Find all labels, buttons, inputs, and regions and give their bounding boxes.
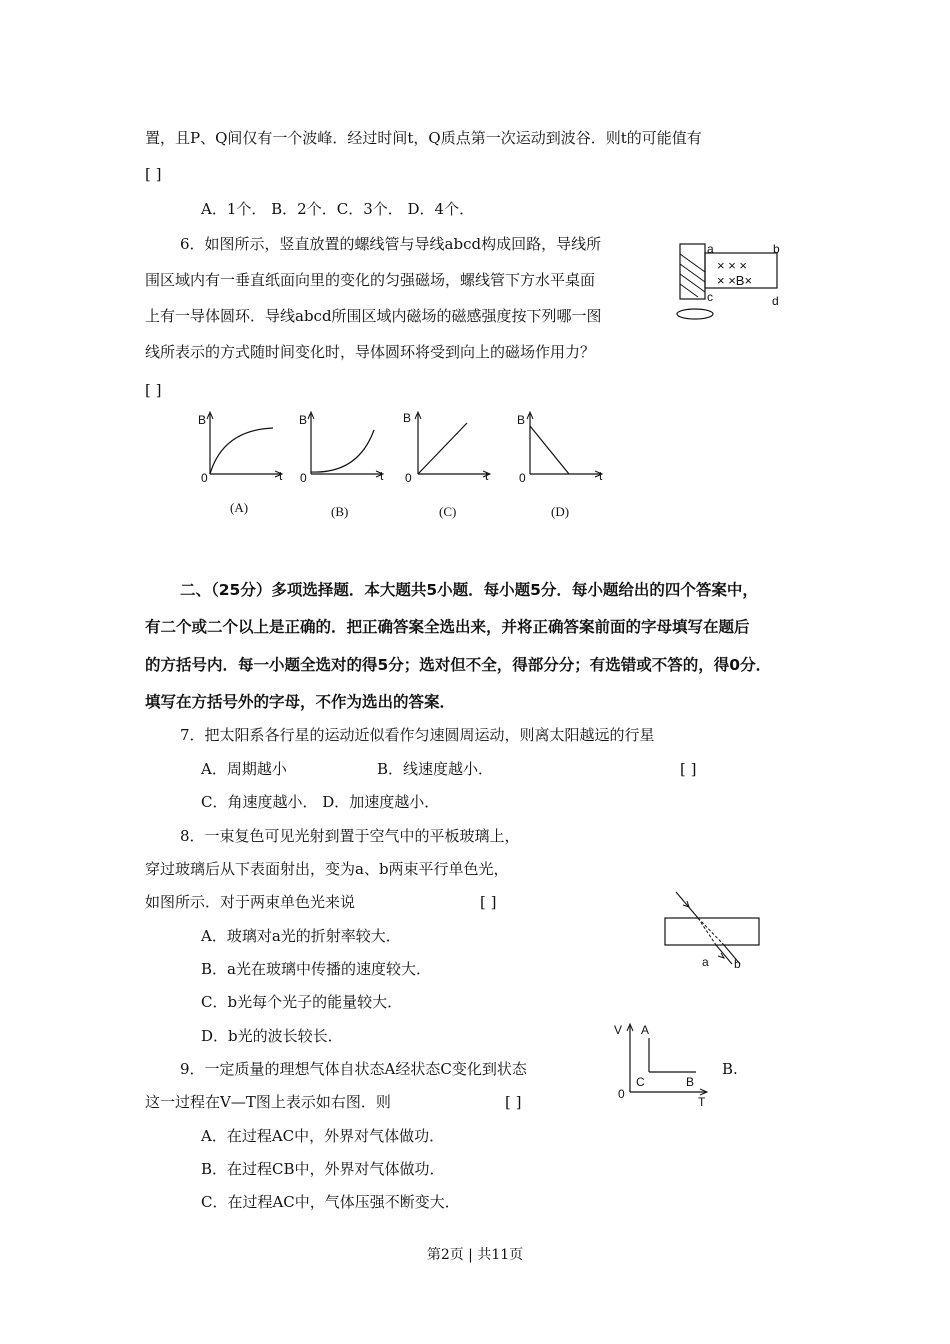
q9-option-b: B．在过程CB中，外界对气体做功． (201, 1160, 445, 1178)
q8-option-d: D．b光的波长较长． (201, 1027, 343, 1045)
graph-d-x-label: t (599, 469, 603, 483)
graph-c[interactable] (403, 406, 498, 518)
graph-c-origin: 0 (405, 471, 412, 485)
graph-a-y-label: B (198, 413, 207, 427)
corner-c-label: c (707, 290, 713, 304)
q8-stem-line-1: 8．一束复色可见光射到置于空气中的平板玻璃上， (180, 827, 520, 845)
graph-b-y-label: B (299, 413, 308, 427)
q8-stem-line-2: 穿过玻璃后从下表面射出，变为a、b两束平行单色光， (145, 860, 509, 878)
q8-option-c: C．b光每个光子的能量较大． (201, 993, 403, 1011)
q8-option-b: B．a光在玻璃中传播的速度较大． (201, 960, 431, 978)
q9-stem-tail: B. (722, 1060, 738, 1078)
graph-d-origin: 0 (519, 471, 526, 485)
q9-option-a: A．在过程AC中，外界对气体做功． (201, 1127, 445, 1145)
q9-stem-line-1: 9．一定质量的理想气体自状态A经状态C变化到状态 (180, 1060, 527, 1078)
corner-d-label: d (772, 294, 779, 308)
graph-d[interactable] (515, 408, 610, 518)
q6-stem-line-3: 上有一导体圆环．导线abcd所围区域内磁场的磁感强度按下列哪一图 (145, 307, 602, 325)
graph-c-caption: (C) (439, 504, 457, 519)
corner-a-label: a (707, 242, 714, 256)
vt-diagram-figure (612, 1018, 722, 1113)
graph-b-x-label: t (380, 469, 384, 483)
graph-a-x-label: t (279, 469, 283, 483)
q8-answer-bracket[interactable]: [ ] (480, 893, 497, 911)
section-2-line-4: 填写在方括号外的字母，不作为选出的答案． (145, 693, 456, 711)
q9-answer-bracket[interactable]: [ ] (505, 1093, 522, 1111)
graph-a-caption: (A) (230, 500, 249, 515)
graph-b-origin: 0 (300, 471, 307, 485)
graph-a-origin: 0 (201, 471, 208, 485)
q6-stem-line-4: 线所表示的方式随时间变化时，导体圆环将受到向上的磁场作用力？ (145, 343, 596, 361)
graph-c-y-label: B (403, 411, 412, 425)
q8-option-a: A．玻璃对a光的折射率较大． (201, 927, 401, 945)
graph-b-caption: (B) (331, 504, 349, 519)
q7-answer-bracket[interactable]: [ ] (680, 760, 697, 778)
corner-b-label: b (773, 242, 780, 256)
conducting-ring (677, 309, 713, 319)
glass-slab-figure (660, 888, 770, 978)
ray-a-label: a (702, 955, 709, 969)
q9-option-c: C．在过程AC中，气体压强不断变大． (201, 1193, 460, 1211)
t-axis-label: T (698, 1095, 706, 1109)
q7-option-b: B．线速度越小． (377, 760, 494, 778)
origin-label: 0 (618, 1087, 625, 1101)
q9-stem-line-2: 这一过程在V—T图上表示如右图．则 (145, 1093, 391, 1111)
q6-stem-line-1: 6．如图所示，竖直放置的螺线管与导线abcd构成回路，导线所 (180, 235, 602, 253)
section-2-line-2: 有二个或二个以上是正确的．把正确答案全选出来，并将正确答案前面的字母填写在题后 (145, 618, 750, 636)
graph-d-y-label: B (517, 413, 526, 427)
q8-stem-line-3: 如图所示．对于两束单色光来说 (145, 893, 356, 911)
graph-a[interactable] (195, 408, 290, 518)
section-2-line-1: 二、（25分）多项选择题．本大题共5小题．每小题5分．每小题给出的四个答案中， (180, 581, 758, 599)
v-axis-label: V (614, 1023, 623, 1037)
q5-text-line: 置，且P、Q间仅有一个波峰．经过时间t，Q质点第一次运动到波谷．则t的可能值有 (145, 129, 702, 147)
ray-b-label: b (734, 957, 741, 971)
incident-ray (676, 892, 698, 918)
q5-answer-bracket[interactable]: [ ] (145, 165, 162, 183)
graph-c-x-label: t (485, 469, 489, 483)
glass-slab (665, 918, 759, 945)
ray-a-line (716, 945, 732, 964)
section-2-line-3: 的方括号内．每一小题全选对的得5分；选对但不全，得部分分；有选错或不答的，得0分． (145, 656, 772, 674)
page-footer: 第2页 | 共11页 (426, 1247, 524, 1263)
field-row-2: × ×B× (717, 273, 753, 288)
graph-b[interactable] (296, 408, 391, 518)
q6-answer-bracket[interactable]: [ ] (145, 381, 162, 399)
q7-option-a: A．周期越小 (201, 760, 287, 778)
q7-options-cd: C．角速度越小． D．加速度越小． (201, 793, 440, 811)
graph-d-caption: (D) (551, 504, 570, 519)
q6-stem-line-2: 围区域内有一垂直纸面向里的变化的匀强磁场，螺线管下方水平桌面 (145, 271, 596, 289)
state-c-label: C (636, 1075, 645, 1089)
q7-stem: 7．把太阳系各行星的运动近似看作匀速圆周运动，则离太阳越远的行星 (180, 726, 655, 744)
state-a-label: A (641, 1023, 650, 1037)
solenoid-circuit-figure (670, 238, 795, 328)
field-row-1: × × × (717, 258, 747, 273)
q5-options: A．1个． B．2个．C．3个． D．4个． (201, 200, 475, 218)
state-b-label: B (686, 1075, 695, 1089)
